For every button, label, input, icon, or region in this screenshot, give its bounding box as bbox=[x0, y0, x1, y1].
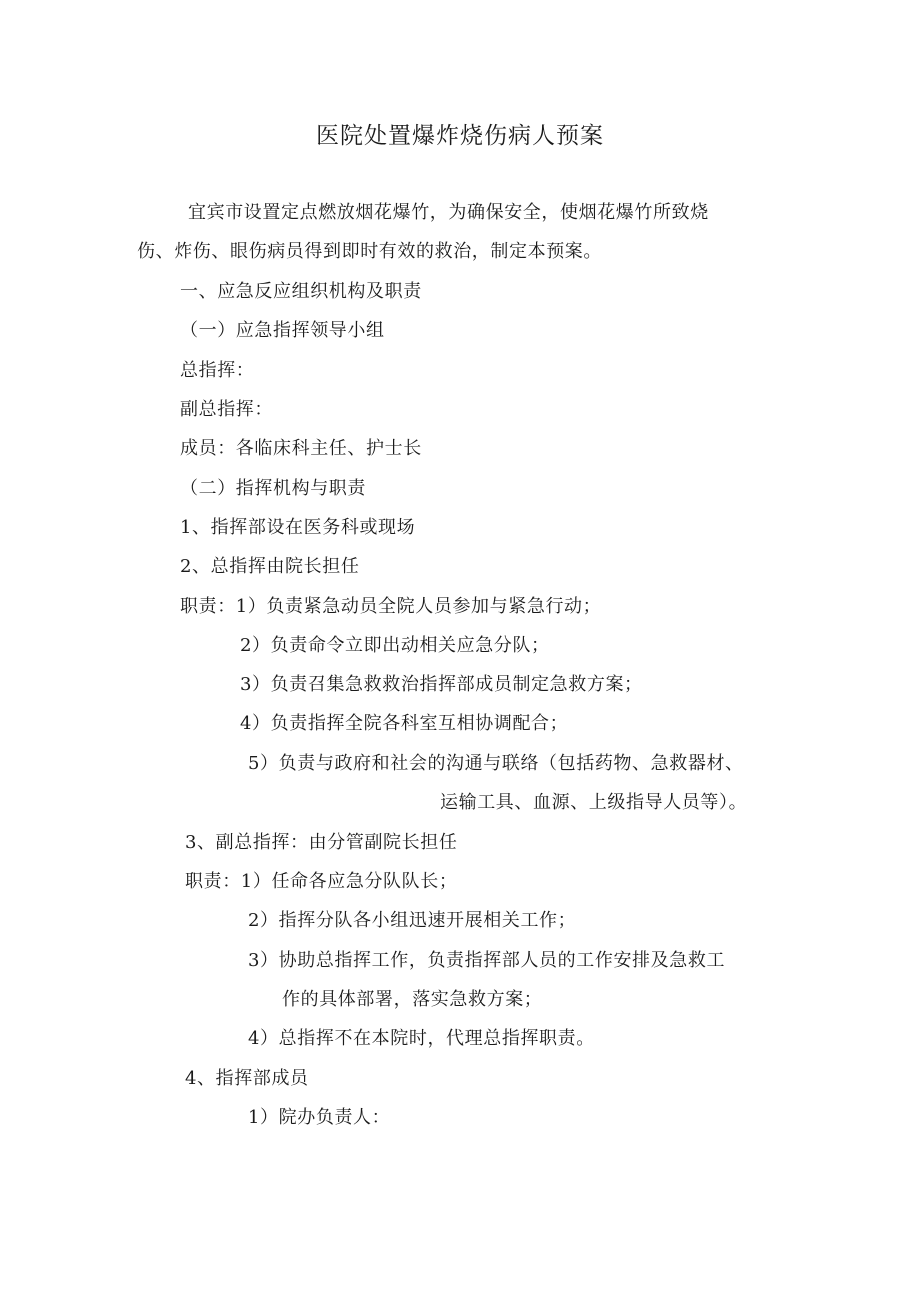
duty-item: 3）负责召集急救救治指挥部成员制定急救方案； bbox=[240, 674, 643, 695]
deputy-commander-line: 副总指挥： bbox=[180, 399, 273, 420]
intro-paragraph-line-1: 宜宾市设置定点燃放烟花爆竹，为确保安全，使烟花爆竹所致烧 bbox=[188, 202, 709, 223]
list-item: 1、指挥部设在医务科或现场 bbox=[180, 517, 416, 538]
duty-item: 4）总指挥不在本院时，代理总指挥职责。 bbox=[248, 1028, 595, 1049]
list-item: 1）院办负责人： bbox=[248, 1107, 391, 1128]
duty-item: 5）负责与政府和社会的沟通与联络（包括药物、急救器材、 bbox=[248, 753, 744, 774]
duty-item: 职责：1）任命各应急分队队长； bbox=[185, 871, 458, 892]
duty-item: 3）协助总指挥工作，负责指挥部人员的工作安排及急救工 bbox=[248, 950, 726, 971]
duty-item-continuation: 运输工具、血源、上级指导人员等）。 bbox=[440, 792, 748, 813]
members-line: 成员：各临床科主任、护士长 bbox=[180, 438, 422, 459]
chief-commander-line: 总指挥： bbox=[180, 360, 255, 381]
section-heading: 一、应急反应组织机构及职责 bbox=[180, 281, 422, 302]
document-title: 医院处置爆炸烧伤病人预案 bbox=[316, 123, 604, 149]
intro-paragraph-line-2: 伤、炸伤、眼伤病员得到即时有效的救治，制定本预案。 bbox=[137, 241, 602, 262]
subsection-heading: （一）应急指挥领导小组 bbox=[180, 320, 385, 341]
duty-item: 4）负责指挥全院各科室互相协调配合； bbox=[240, 713, 569, 734]
subsection-heading: （二）指挥机构与职责 bbox=[180, 478, 366, 499]
list-item: 2、总指挥由院长担任 bbox=[180, 556, 360, 577]
duty-item: 2）指挥分队各小组迅速开展相关工作； bbox=[248, 910, 577, 931]
duty-item-continuation: 作的具体部署，落实急救方案； bbox=[282, 989, 543, 1010]
list-item: 4、指挥部成员 bbox=[185, 1068, 309, 1089]
list-item: 3、副总指挥：由分管副院长担任 bbox=[185, 832, 458, 853]
duty-item: 职责：1）负责紧急动员全院人员参加与紧急行动； bbox=[180, 596, 602, 617]
duty-item: 2）负责命令立即出动相关应急分队； bbox=[240, 635, 550, 656]
